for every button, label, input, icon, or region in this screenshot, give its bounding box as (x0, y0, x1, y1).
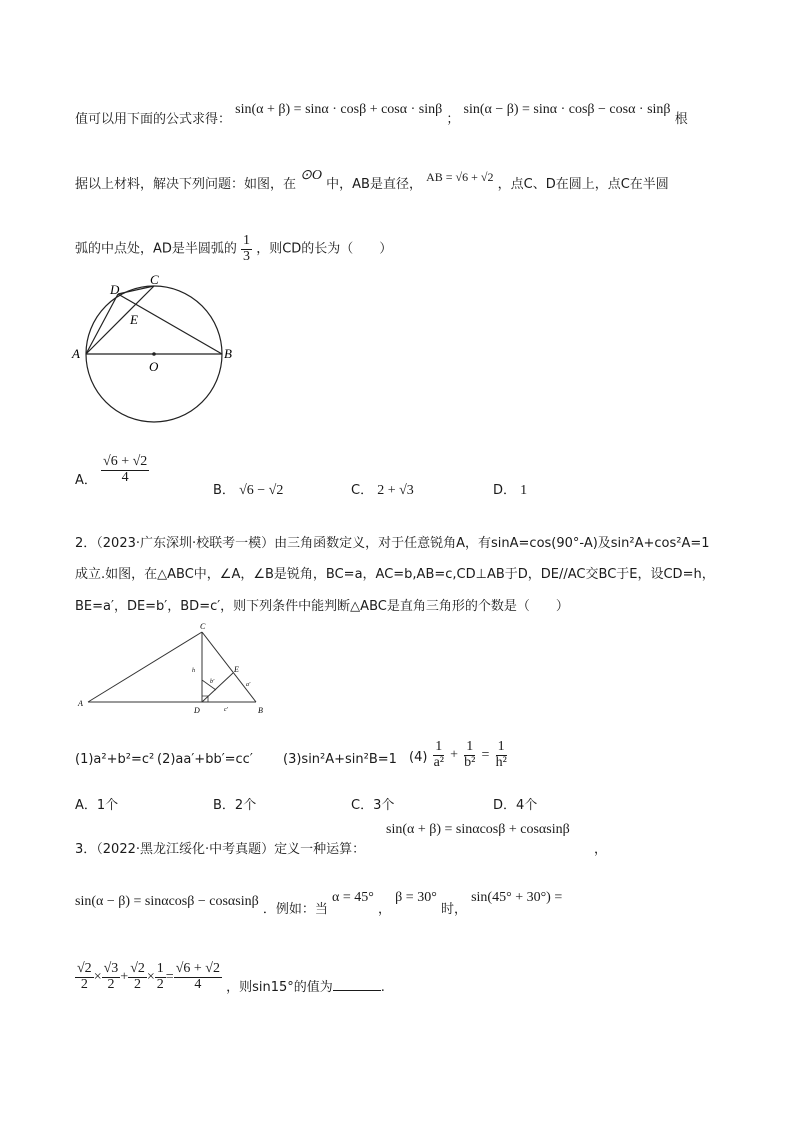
plus-sign: + (450, 747, 459, 763)
numerator: 1 (497, 739, 505, 754)
label-e: E (130, 312, 138, 327)
answer-blank[interactable] (333, 978, 381, 991)
option-a-label: A． (75, 472, 97, 488)
label-c: C (200, 622, 206, 631)
q1-options (75, 455, 755, 499)
fraction-1-over-b2 (462, 740, 477, 770)
q1-line2-text-a: 据以上材料，解决下列问题：如图，在 (75, 177, 297, 192)
q1-line1 (75, 102, 688, 128)
q2-conditions (75, 740, 755, 780)
fraction-1-over-h2 (494, 740, 509, 770)
q3-line2-text: ．例如：当 (262, 902, 328, 917)
comma: ， (378, 902, 392, 917)
option-a-numerator: √6 + √2 (103, 454, 148, 469)
q2-line2: 成立.如图，在△ABC中，∠A，∠B是锐角，BC=a，AC=b,AB=c,CD⊥AB于D，DE//AC交BC于E，设CD=h， (75, 567, 715, 582)
q1-line3 (75, 234, 392, 264)
label-a: A (72, 346, 80, 361)
option-d[interactable]: D．4个 (493, 798, 538, 813)
denominator: 2 (156, 976, 164, 992)
condition-4 (409, 740, 509, 770)
q1-line1-suffix: 根 (674, 112, 688, 127)
beta-value: β = 30° (395, 890, 437, 905)
numerator: 1 (466, 739, 474, 754)
frac-result (174, 962, 222, 992)
option-a[interactable] (75, 454, 149, 488)
q1-line3-text-a: 弧的中点处，AD是半圆弧的 (75, 241, 237, 257)
formula-sin-diff: sin(α − β) = sinα · cosβ − cosα · sinβ (463, 102, 671, 117)
denominator: 2 (80, 976, 88, 992)
chord-dc (118, 286, 154, 294)
q2-options (75, 794, 755, 814)
q2-line3: BE=a′，DE=b′，BD=c′，则下列条件中能判断△ABC是直角三角形的个数是（ ） (75, 599, 569, 614)
fraction-denominator: 3 (243, 248, 251, 264)
label-c: C (150, 272, 159, 287)
option-a[interactable]: A．1个 (75, 798, 119, 813)
label-d: D (194, 706, 200, 715)
q3-line1-end: ， (594, 842, 608, 857)
denominator: 2 (134, 976, 142, 992)
q3-when-text: 时， (440, 902, 467, 917)
denominator: b² (464, 754, 476, 770)
alpha-value: α = 45° (332, 890, 374, 905)
ab-value: AB = √6 + √2 (426, 170, 494, 184)
condition-3: (3)sin²A+sin²B=1 (283, 752, 397, 767)
denominator: 4 (194, 976, 202, 992)
fraction-numerator: 1 (243, 233, 251, 248)
q1-line2 (75, 168, 669, 193)
fraction-1-over-a2 (432, 740, 446, 770)
formula-sin-sum: sin(α + β) = sinα · cosβ + cosα · sinβ (235, 102, 443, 117)
option-c[interactable]: C．3个 (351, 798, 395, 813)
circle-o-symbol: ⊙O (300, 168, 322, 183)
q1-line3-text-b: ，则CD的长为（ ） (256, 241, 393, 257)
option-b-value: √6 − √2 (239, 483, 284, 498)
frac-sqrt2-over-2 (75, 962, 94, 992)
period: . (380, 979, 385, 995)
side-bc (202, 632, 256, 702)
numerator: 1 (156, 961, 164, 976)
center-point (152, 352, 156, 356)
formula-sin-diff-q3: sin(α − β) = sinαcosβ − cosαsinβ (75, 894, 259, 909)
frac-sqrt3-over-2 (102, 962, 121, 992)
denominator: 2 (107, 976, 115, 992)
label-h: h (192, 668, 195, 674)
plus-sign: + (120, 969, 129, 985)
sin-75-expression: sin(45° + 30°) = (471, 890, 563, 905)
numerator: √2 (77, 961, 92, 976)
numerator: 1 (435, 739, 443, 754)
label-b: B (258, 706, 263, 715)
q1-line2-text-c: ，点C、D在圆上，点C在半圆 (497, 177, 669, 192)
label-o: O (149, 359, 159, 374)
q3-line2 (75, 890, 563, 917)
condition-4-label: (4) (409, 749, 428, 765)
formula-sin-sum-q3: sin(α + β) = sinαcosβ + cosαsinβ (386, 822, 570, 837)
label-b: B (224, 346, 232, 361)
times-sign: × (146, 969, 155, 985)
equals-sign: = (481, 747, 490, 763)
option-a-fraction (101, 455, 149, 485)
option-b[interactable] (213, 479, 283, 499)
q1-line2-text-b: 中，AB是直径， (326, 177, 422, 192)
q1-line1-prefix: 值可以用下面的公式求得： (75, 112, 232, 127)
option-c-value: 2 + √3 (377, 483, 414, 498)
option-b[interactable]: B．2个 (213, 798, 257, 813)
q1-circle-figure (70, 270, 240, 430)
numerator: √6 + √2 (175, 961, 220, 976)
option-b-label: B． (213, 483, 235, 498)
numerator: √3 (103, 961, 119, 976)
option-c-label: C． (351, 483, 374, 498)
label-d: D (110, 282, 120, 297)
q3-line1-text: 3．（2022·黑龙江绥化·中考真题）定义一种运算： (75, 842, 366, 857)
option-d-value: 1 (520, 483, 528, 498)
condition-1: (1)a²+b²=c² (75, 752, 155, 767)
q3-line3 (75, 961, 385, 995)
equals-sign: = (165, 969, 174, 985)
chord-ad (86, 294, 118, 354)
frac-sqrt2-over-2 (128, 962, 147, 992)
option-a-denominator: 4 (121, 469, 129, 485)
label-e: E (234, 665, 239, 674)
q2-triangle-figure (70, 620, 270, 720)
q3-line3-text: ，则sin15°的值为 (226, 979, 333, 995)
option-d-label: D． (493, 483, 517, 498)
denominator: a² (433, 754, 444, 770)
side-ac (88, 632, 202, 702)
option-c[interactable] (351, 479, 414, 499)
label-b-prime: b′ (210, 679, 215, 685)
segment-de (202, 673, 233, 702)
label-c-prime: c′ (224, 707, 228, 713)
label-a-prime: a′ (246, 682, 251, 688)
q2-line1: 2．（2023·广东深圳·校联考一模）由三角函数定义，对于任意锐角A，有sinA=cos(90°-A)及sin²A+cos²A=1 (75, 536, 710, 551)
q3-line1 (75, 838, 365, 857)
denominator: h² (495, 754, 507, 770)
label-a: A (78, 699, 83, 708)
frac-1-over-2 (155, 962, 166, 992)
numerator: √2 (130, 961, 145, 976)
q1-separator: ； (446, 112, 460, 127)
condition-2: (2)aa′+bb′=cc′ (157, 752, 253, 767)
one-third-fraction (241, 234, 252, 264)
option-d[interactable] (493, 479, 527, 499)
times-sign: × (93, 969, 102, 985)
chord-ac (86, 286, 154, 354)
